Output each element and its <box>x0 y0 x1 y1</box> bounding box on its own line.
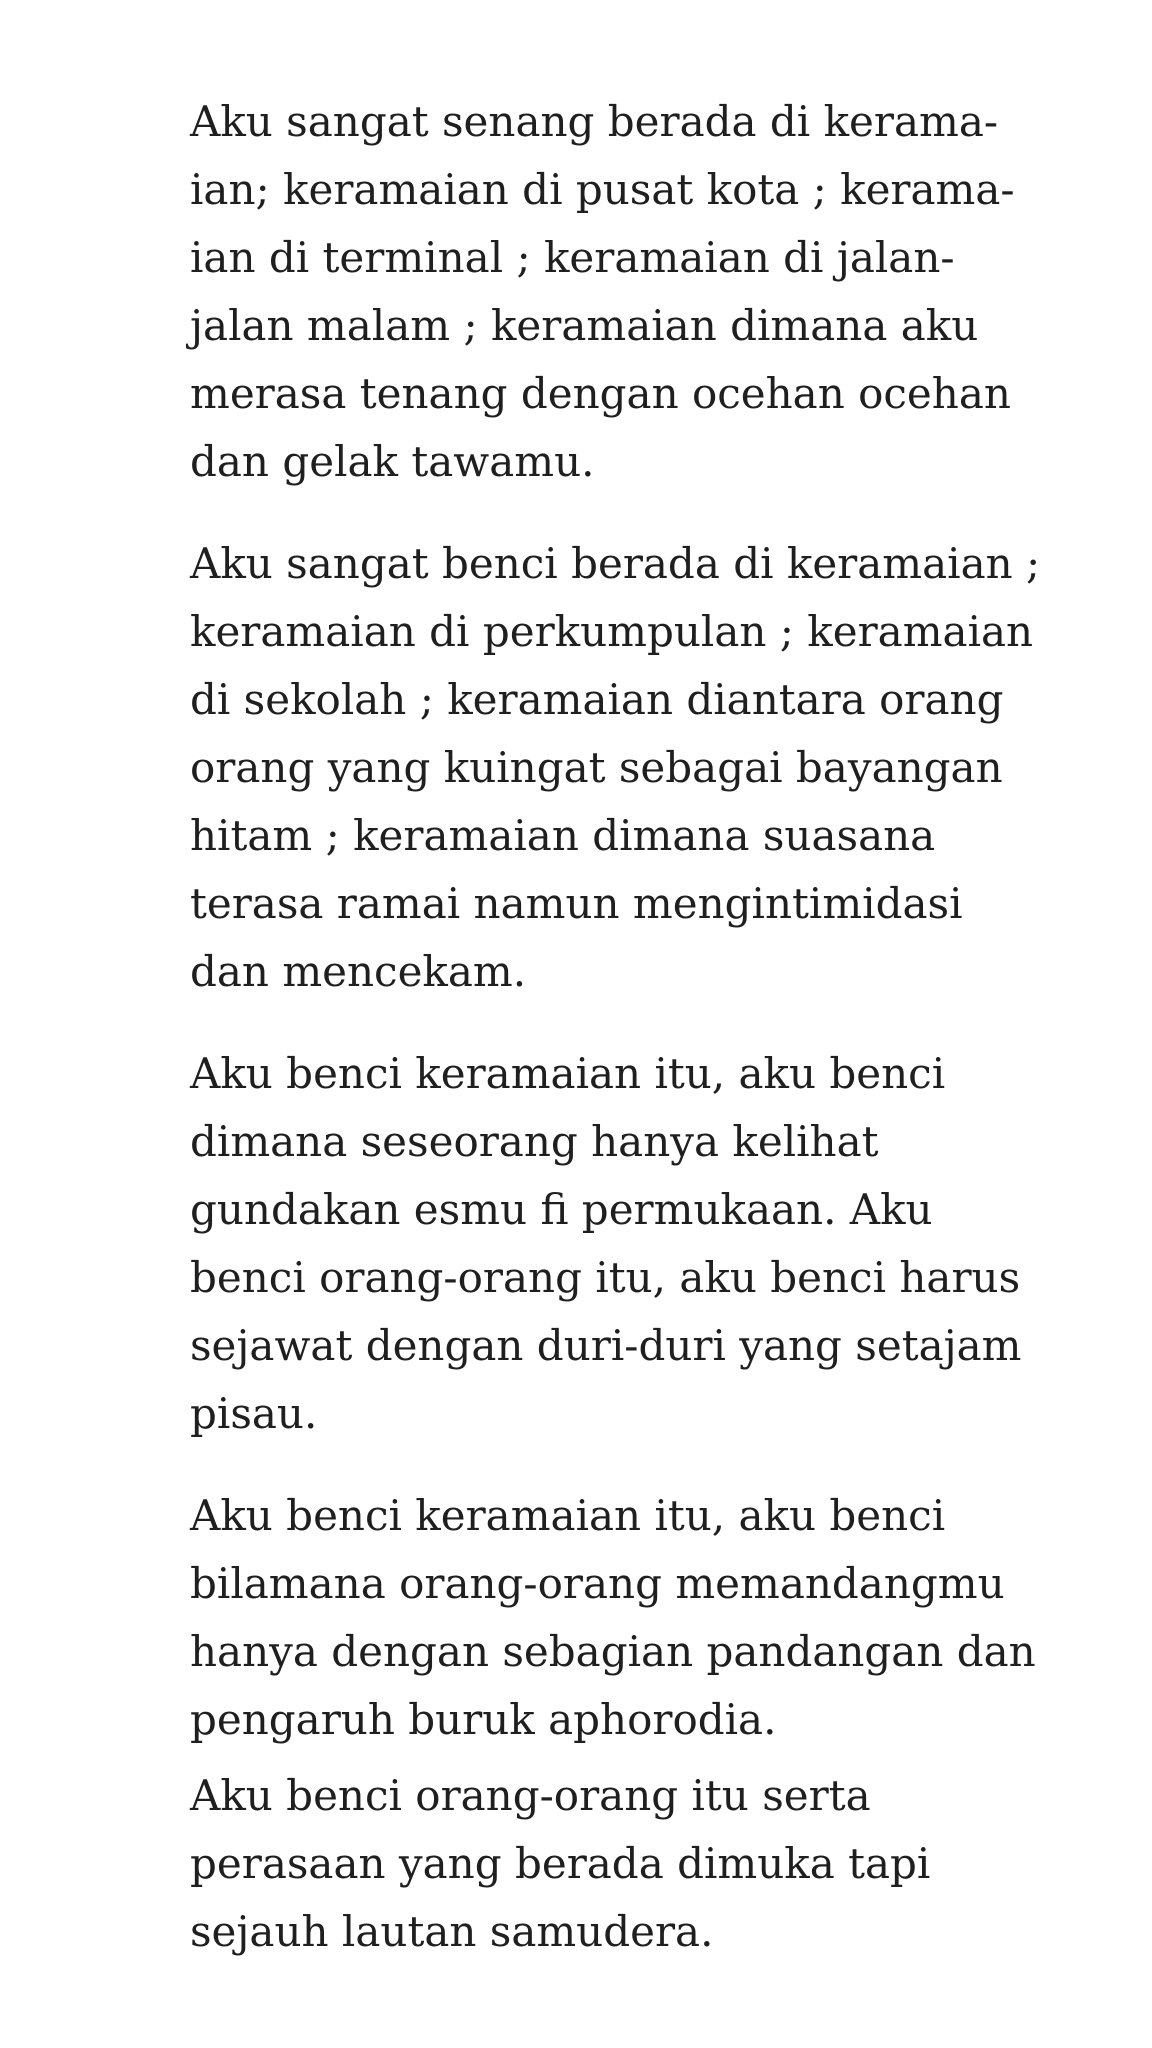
paragraph-4 <box>190 1482 1036 1754</box>
paragraph-line: bilamana orang-orang memandangmu <box>190 1559 1005 1608</box>
paragraph-line: ian; keramaian di pusat kota ; kerama- <box>190 165 1015 214</box>
paragraph-line: jalan malam ; keramaian dimana aku <box>190 301 979 350</box>
reading-pane <box>190 88 1041 2000</box>
paragraph-line: benci orang-orang itu, aku benci harus <box>190 1253 1021 1302</box>
paragraph-line: dan gelak tawamu. <box>190 437 595 486</box>
paragraph-line: Aku benci orang-orang itu serta <box>190 1771 871 1820</box>
paragraph-line: pengaruh buruk aphorodia. <box>190 1695 777 1744</box>
paragraph-line: dan mencekam. <box>190 947 527 996</box>
paragraph-line: perasaan yang berada dimuka tapi <box>190 1839 931 1888</box>
paragraph-line: gundakan esmu fi permukaan. Aku <box>190 1185 933 1234</box>
paragraph-line: terasa ramai namun mengintimidasi <box>190 879 963 928</box>
paragraph-line: hanya dengan sebagian pandangan dan <box>190 1627 1036 1676</box>
paragraph-1 <box>190 88 1015 496</box>
paragraph-2 <box>190 530 1041 1006</box>
paragraph-line: keramaian di perkumpulan ; keramaian <box>190 607 1034 656</box>
paragraph-line: hitam ; keramaian dimana suasana <box>190 811 936 860</box>
paragraph-5 <box>190 1762 990 1966</box>
paragraph-line: pisau. <box>190 1389 318 1438</box>
paragraph-line: ian di terminal ; keramaian di jalan- <box>190 233 955 282</box>
paragraph-line: Aku benci keramaian itu, aku benci <box>190 1491 946 1540</box>
paragraph-line: di sekolah ; keramaian diantara orang <box>190 675 1004 724</box>
paragraph-line: dimana seseorang hanya kelihat <box>190 1117 879 1166</box>
paragraph-3 <box>190 1040 1022 1448</box>
paragraph-line: merasa tenang dengan ocehan ocehan <box>190 369 1011 418</box>
paragraph-line: Aku sangat senang berada di kerama- <box>190 97 999 146</box>
paragraph-line: Aku benci keramaian itu, aku benci <box>190 1049 946 1098</box>
paragraph-line: sejawat dengan duri-duri yang setajam <box>190 1321 1022 1370</box>
paragraph-line: sejauh lautan samudera. <box>190 1907 714 1956</box>
paragraph-line: orang yang kuingat sebagai bayangan <box>190 743 1003 792</box>
paragraph-line: Aku sangat benci berada di keramaian ; <box>190 539 1041 588</box>
